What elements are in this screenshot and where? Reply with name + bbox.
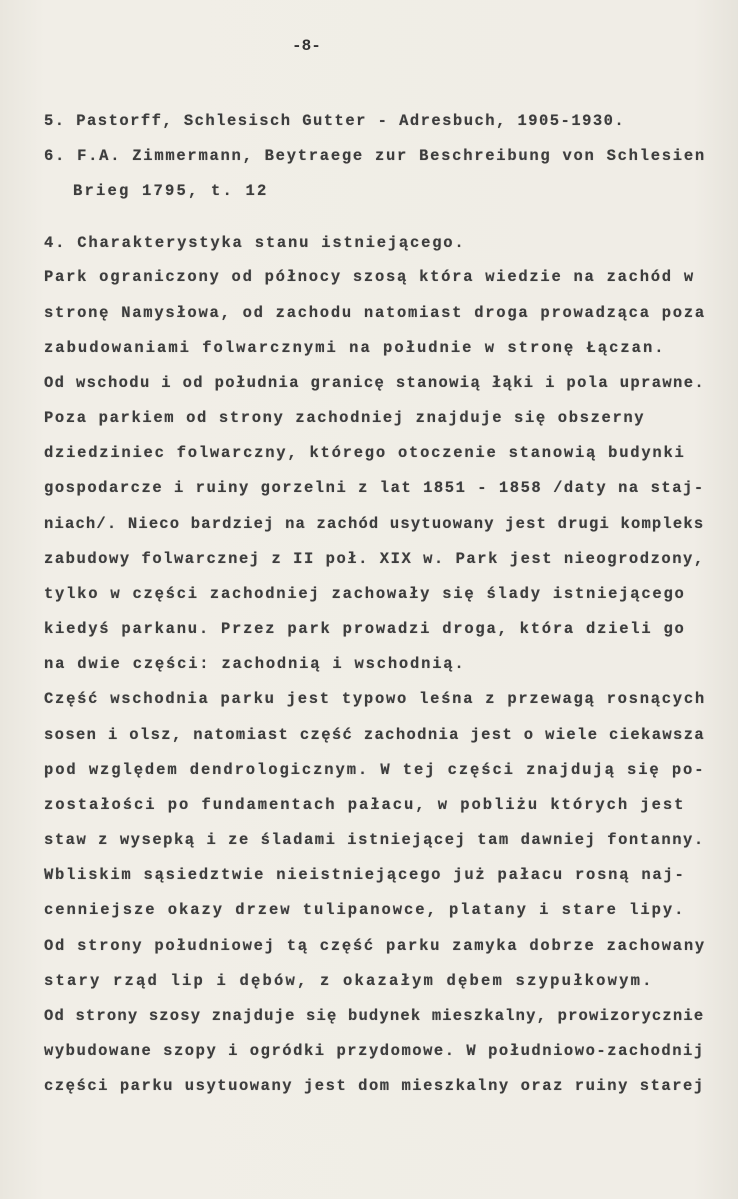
text-line: niach/. Nieco bardziej na zachód usytuowany jest drugi kompleks [44,515,705,533]
text-line: dziedziniec folwarczny, którego otoczenie stanowią budynki [44,444,686,462]
text-line: Poza parkiem od strony zachodniej znajduje się obszerny [44,409,646,427]
text-line: stronę Namysłowa, od zachodu natomiast droga prowadząca poza [44,304,706,322]
text-line: zabudowy folwarcznej z II poł. XIX w. Park jest nieogrodzony, [44,550,705,568]
text-line: części parku usytuowany jest dom mieszkalny oraz ruiny starej [44,1077,705,1095]
text-line: staw z wysepką i ze śladami istniejącej tam dawniej fontanny. [44,831,705,849]
text-line: wybudowane szopy i ogródki przydomowe. W południowo-zachodnij [44,1042,705,1060]
text-line: cenniejsze okazy drzew tulipanowce, platany i stare lipy. [44,901,686,919]
text-line: Część wschodnia parku jest typowo leśna z przewagą rosnących [44,690,706,708]
text-line: 5. Pastorff, Schlesisch Gutter - Adresbuch, 1905-1930. [44,112,626,130]
text-line: Park ograniczony od północy szosą która wiedzie na zachód w [44,268,695,286]
text-line: kiedyś parkanu. Przez park prowadzi droga, która dzieli go [44,620,686,638]
text-line: sosen i olsz, natomiast część zachodnia jest o wiele ciekawsza [44,726,706,744]
page-number: -8- [292,37,321,55]
section-heading: 4. Charakterystyka stanu istniejącego. [44,234,466,252]
text-line: stary rząd lip i dębów, z okazałym dębem szypułkowym. [44,972,654,990]
text-line: 6. F.A. Zimmermann, Beytraege zur Beschreibung von Schlesien [44,147,706,165]
text-line: Od wschodu i od południa granicę stanowią łąki i pola uprawne. [44,374,706,392]
text-line: pod względem dendrologicznym. W tej części znajdują się po- [44,761,706,779]
text-line: Wbliskim sąsiedztwie nieistniejącego już pałacu rosną naj- [44,866,686,884]
text-line: Od strony szosy znajduje się budynek mieszkalny, prowizorycznie [44,1007,705,1025]
text-line: zabudowaniami folwarcznymi na południe w stronę Łączan. [44,339,666,357]
text-line: Brieg 1795, t. 12 [73,182,269,200]
text-line: na dwie części: zachodnią i wschodnią. [44,655,466,673]
text-line: Od strony południowej tą część parku zamyka dobrze zachowany [44,937,706,955]
text-line: tylko w części zachodniej zachowały się ślady istniejącego [44,585,686,603]
text-line: gospodarcze i ruiny gorzelni z lat 1851 - 1858 /daty na staj- [44,479,705,497]
text-line: zostałości po fundamentach pałacu, w pobliżu których jest [44,796,686,814]
